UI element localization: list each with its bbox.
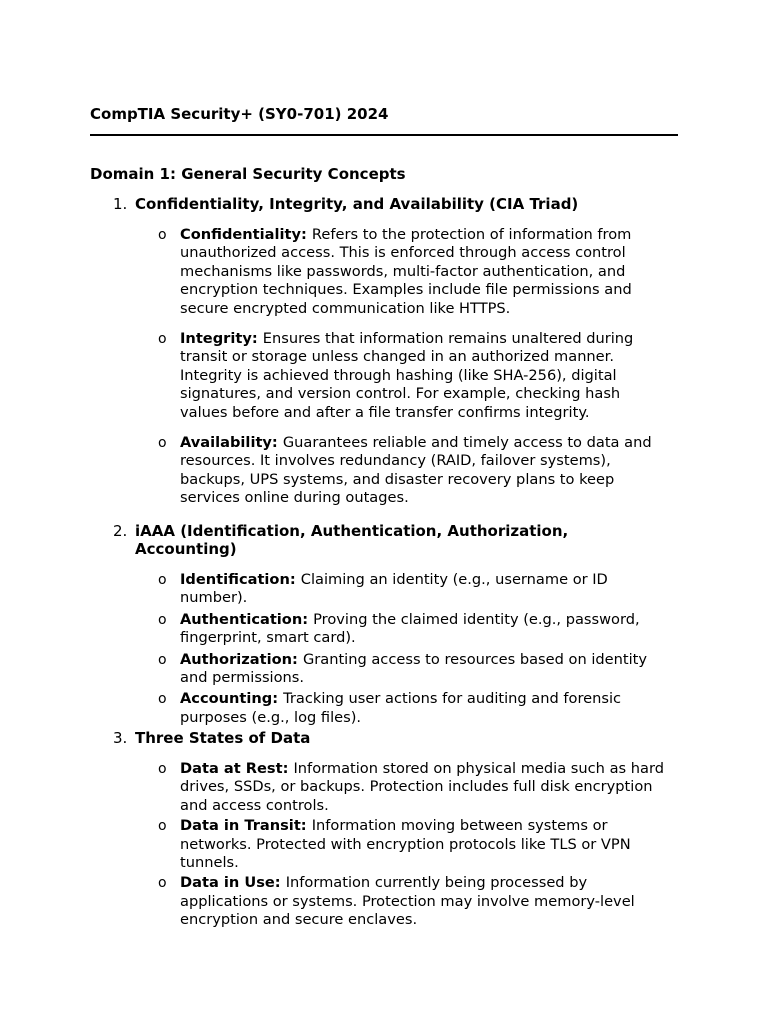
item-text: Guarantees reliable and timely access to data and resources. It involves redundancy (RAID, failover systems), backups, UPS systems, and disaster recovery plans to keep services online during outages. bbox=[180, 434, 652, 507]
item-term: Accounting: bbox=[180, 690, 284, 708]
domain-heading: Domain 1: General Security Concepts bbox=[90, 165, 406, 183]
item-text: Claiming an identity (e.g., username or ID number). bbox=[180, 571, 608, 607]
section-title: iAAA (Identification, Authentication, Authorization, Accounting) bbox=[135, 522, 569, 558]
list-item bbox=[0, 571, 672, 608]
bullet-icon: o bbox=[158, 331, 167, 348]
section-heading bbox=[0, 195, 635, 213]
item-text: Information moving between systems or networks. Protected with encryption protocols like TLS or VPN tunnels. bbox=[180, 817, 631, 872]
bullet-icon: o bbox=[158, 572, 167, 588]
list-item bbox=[0, 611, 672, 648]
section-title: Confidentiality, Integrity, and Availability (CIA Triad) bbox=[135, 195, 579, 213]
item-term: Identification: bbox=[180, 571, 301, 588]
item-term: Data at Rest: bbox=[180, 760, 294, 777]
list-item bbox=[0, 874, 672, 929]
bullet-icon: o bbox=[158, 818, 167, 835]
bullet-icon: o bbox=[158, 435, 167, 452]
list-item bbox=[0, 817, 672, 872]
section-number: 3. bbox=[113, 729, 128, 747]
item-text: Tracking user actions for auditing and forensic purposes (e.g., log files). bbox=[180, 690, 622, 726]
bullet-icon: o bbox=[158, 651, 167, 668]
item-text: Refers to the protection of information from unauthorized access. This is enforced through access control mechanisms like passwords, multi-factor authentication, and encryption techniques. Examples include file permissions and secure encrypted communication like HTTPS. bbox=[180, 226, 632, 317]
bullet-icon: o bbox=[158, 691, 167, 708]
list-item bbox=[0, 690, 672, 727]
list-item bbox=[0, 330, 672, 422]
section-number: 2. bbox=[113, 522, 128, 540]
document-title: CompTIA Security+ (SY0-701) 2024 bbox=[90, 105, 389, 123]
item-term: Data in Use: bbox=[180, 874, 286, 892]
bullet-icon: o bbox=[158, 875, 167, 892]
item-text: Granting access to resources based on identity and permissions. bbox=[180, 650, 648, 687]
item-text: Information stored on physical media such as hard drives, SSDs, or backups. Protection includes full disk encryption and access controls. bbox=[180, 760, 664, 814]
section-title: Three States of Data bbox=[135, 729, 311, 747]
item-text: Proving the claimed identity (e.g., password, fingerprint, smart card). bbox=[180, 610, 640, 647]
item-term: Data in Transit: bbox=[180, 817, 312, 835]
item-term: Integrity: bbox=[180, 330, 263, 348]
item-text: Ensures that information remains unaltered during transit or storage unless changed in an authorized manner. Integrity is achieved through hashing (like SHA-256), digital signatures, and version control. For example, checking hash values before and after a file transfer confirms integrity. bbox=[180, 330, 634, 421]
section-heading bbox=[0, 729, 635, 747]
section-iaaa bbox=[0, 522, 768, 727]
item-term: Authentication: bbox=[180, 610, 314, 628]
list-item bbox=[0, 651, 672, 688]
list-item bbox=[0, 434, 672, 508]
section-heading bbox=[0, 522, 635, 558]
title-divider bbox=[90, 134, 678, 136]
item-text: Information currently being processed by applications or systems. Protection may involve memory-level encryption and secure enclaves. bbox=[180, 874, 635, 929]
section-three-states-of-data bbox=[0, 729, 768, 930]
item-term: Authorization: bbox=[180, 650, 303, 668]
bullet-icon: o bbox=[158, 761, 167, 777]
bullet-icon: o bbox=[158, 611, 167, 628]
section-cia-triad bbox=[0, 195, 768, 508]
section-number: 1. bbox=[113, 195, 128, 213]
item-term: Confidentiality: bbox=[180, 226, 312, 243]
list-item bbox=[0, 760, 672, 815]
item-term: Availability: bbox=[180, 434, 283, 452]
list-item bbox=[0, 226, 672, 318]
bullet-icon: o bbox=[158, 227, 167, 243]
